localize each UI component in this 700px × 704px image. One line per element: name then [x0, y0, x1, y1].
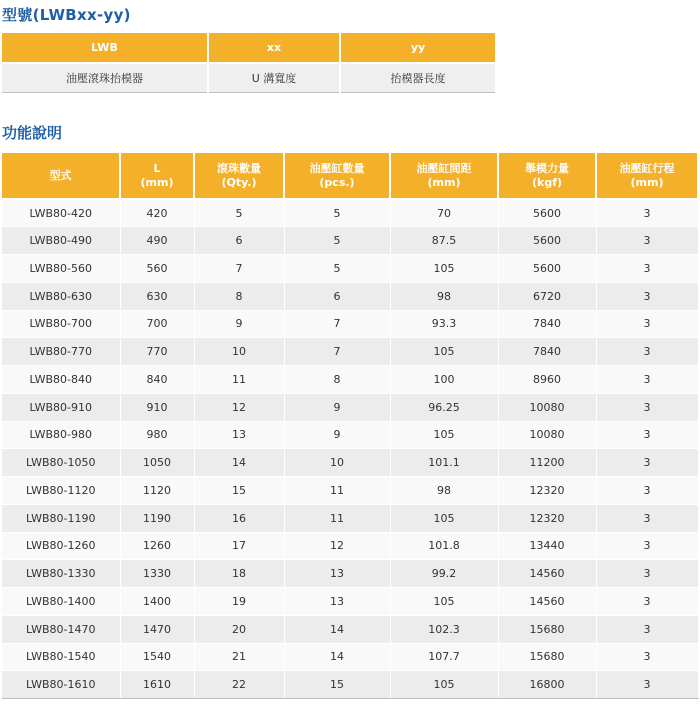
spec-cell-lift-force: 7840 [498, 310, 596, 338]
spec-cell-ball-qty: 11 [194, 366, 284, 394]
spec-cell-length: 1400 [120, 588, 194, 616]
spec-cell-length: 1330 [120, 560, 194, 588]
spec-cell-cylinder-stroke: 3 [596, 393, 698, 421]
spec-cell-ball-qty: 19 [194, 588, 284, 616]
spec-cell-lift-force: 12320 [498, 504, 596, 532]
table-row [2, 282, 698, 310]
spec-cell-type: LWB80-1050 [2, 449, 120, 477]
spec-header-label: 油壓缸數量 [309, 161, 365, 175]
spec-cell-ball-qty: 9 [194, 310, 284, 338]
spec-header-cylinder-qty [284, 153, 390, 199]
spec-cell-type: LWB80-1610 [2, 671, 120, 699]
spec-cell-type: LWB80-910 [2, 393, 120, 421]
spec-header-label: 舉模力量 [525, 161, 569, 175]
table-row [2, 338, 698, 366]
spec-cell-cylinder-pitch: 98 [390, 477, 498, 505]
spec-cell-cylinder-stroke: 3 [596, 282, 698, 310]
spec-cell-cylinder-pitch: 101.8 [390, 532, 498, 560]
spec-cell-type: LWB80-980 [2, 421, 120, 449]
spec-cell-ball-qty: 12 [194, 393, 284, 421]
table-row [2, 671, 698, 699]
spec-cell-lift-force: 8960 [498, 366, 596, 394]
spec-header-label: L [153, 161, 161, 175]
model-code-table [2, 33, 497, 93]
spec-cell-ball-qty: 15 [194, 477, 284, 505]
spec-cell-cylinder-pitch: 105 [390, 338, 498, 366]
spec-cell-type: LWB80-770 [2, 338, 120, 366]
spec-cell-cylinder-stroke: 3 [596, 504, 698, 532]
spec-header-length [120, 153, 194, 199]
spec-cell-cylinder-stroke: 3 [596, 643, 698, 671]
spec-cell-ball-qty: 16 [194, 504, 284, 532]
spec-section-title: 功能說明 [2, 124, 63, 142]
spec-cell-lift-force: 15680 [498, 643, 596, 671]
spec-cell-length: 1540 [120, 643, 194, 671]
spec-header-cylinder-pitch [390, 153, 498, 199]
spec-cell-length: 700 [120, 310, 194, 338]
spec-cell-ball-qty: 13 [194, 421, 284, 449]
spec-cell-cylinder-qty: 14 [284, 615, 390, 643]
spec-header-cylinder-stroke [596, 153, 698, 199]
spec-cell-length: 1050 [120, 449, 194, 477]
model-header-xx: xx [208, 33, 340, 63]
spec-cell-cylinder-pitch: 107.7 [390, 643, 498, 671]
spec-cell-type: LWB80-560 [2, 255, 120, 283]
spec-header-unit: (mm) [427, 175, 461, 189]
spec-cell-type: LWB80-1330 [2, 560, 120, 588]
spec-cell-cylinder-stroke: 3 [596, 477, 698, 505]
spec-cell-cylinder-pitch: 105 [390, 504, 498, 532]
spec-header-unit: (kgf) [531, 175, 563, 189]
spec-cell-cylinder-pitch: 105 [390, 588, 498, 616]
spec-cell-type: LWB80-1190 [2, 504, 120, 532]
table-row [2, 477, 698, 505]
spec-cell-ball-qty: 5 [194, 199, 284, 227]
spec-header-label: 油壓缸間距 [416, 161, 472, 175]
spec-cell-cylinder-pitch: 100 [390, 366, 498, 394]
spec-cell-cylinder-stroke: 3 [596, 338, 698, 366]
spec-cell-lift-force: 15680 [498, 615, 596, 643]
spec-cell-length: 1260 [120, 532, 194, 560]
spec-header-unit: (Qty.) [221, 175, 257, 189]
spec-cell-length: 840 [120, 366, 194, 394]
spec-cell-length: 490 [120, 227, 194, 255]
table-row [2, 199, 698, 227]
spec-header-unit: (pcs.) [319, 175, 355, 189]
spec-cell-length: 770 [120, 338, 194, 366]
spec-cell-cylinder-qty: 11 [284, 504, 390, 532]
spec-cell-lift-force: 5600 [498, 199, 596, 227]
spec-cell-cylinder-stroke: 3 [596, 255, 698, 283]
table-row [2, 393, 698, 421]
table-row [2, 449, 698, 477]
spec-cell-type: LWB80-1400 [2, 588, 120, 616]
spec-cell-length: 910 [120, 393, 194, 421]
spec-cell-lift-force: 11200 [498, 449, 596, 477]
spec-cell-cylinder-qty: 5 [284, 199, 390, 227]
spec-cell-cylinder-qty: 14 [284, 643, 390, 671]
spec-cell-cylinder-pitch: 105 [390, 421, 498, 449]
spec-cell-cylinder-qty: 12 [284, 532, 390, 560]
spec-cell-cylinder-qty: 6 [284, 282, 390, 310]
spec-cell-ball-qty: 22 [194, 671, 284, 699]
model-header-yy: yy [340, 33, 496, 63]
spec-cell-ball-qty: 21 [194, 643, 284, 671]
table-row [2, 532, 698, 560]
spec-cell-type: LWB80-1470 [2, 615, 120, 643]
spec-cell-cylinder-pitch: 70 [390, 199, 498, 227]
spec-header-unit: (mm) [630, 175, 664, 189]
spec-cell-cylinder-qty: 7 [284, 338, 390, 366]
table-row [2, 421, 698, 449]
model-desc-lwb: 油壓滾珠抬模器 [2, 63, 208, 92]
table-row [2, 588, 698, 616]
spec-cell-lift-force: 10080 [498, 393, 596, 421]
spec-cell-ball-qty: 10 [194, 338, 284, 366]
table-row [2, 227, 698, 255]
spec-cell-length: 1470 [120, 615, 194, 643]
model-desc-xx: U 溝寬度 [208, 63, 340, 92]
spec-cell-ball-qty: 17 [194, 532, 284, 560]
spec-cell-cylinder-qty: 9 [284, 393, 390, 421]
model-desc-yy: 抬模器長度 [340, 63, 496, 92]
spec-cell-cylinder-qty: 9 [284, 421, 390, 449]
spec-cell-cylinder-stroke: 3 [596, 310, 698, 338]
spec-cell-lift-force: 14560 [498, 560, 596, 588]
spec-header-ball-qty [194, 153, 284, 199]
spec-cell-lift-force: 10080 [498, 421, 596, 449]
spec-cell-cylinder-stroke: 3 [596, 532, 698, 560]
spec-cell-length: 980 [120, 421, 194, 449]
spec-cell-cylinder-stroke: 3 [596, 366, 698, 394]
spec-cell-lift-force: 16800 [498, 671, 596, 699]
spec-cell-cylinder-qty: 11 [284, 477, 390, 505]
spec-cell-length: 1190 [120, 504, 194, 532]
spec-cell-ball-qty: 8 [194, 282, 284, 310]
model-table-header-row [2, 33, 496, 63]
spec-cell-cylinder-qty: 5 [284, 255, 390, 283]
spec-cell-type: LWB80-1260 [2, 532, 120, 560]
spec-cell-cylinder-stroke: 3 [596, 588, 698, 616]
spec-cell-cylinder-stroke: 3 [596, 227, 698, 255]
spec-cell-ball-qty: 18 [194, 560, 284, 588]
spec-cell-cylinder-pitch: 98 [390, 282, 498, 310]
spec-cell-cylinder-pitch: 96.25 [390, 393, 498, 421]
spec-cell-ball-qty: 14 [194, 449, 284, 477]
spec-cell-ball-qty: 20 [194, 615, 284, 643]
spec-cell-cylinder-stroke: 3 [596, 615, 698, 643]
spec-cell-lift-force: 7840 [498, 338, 596, 366]
spec-cell-cylinder-pitch: 101.1 [390, 449, 498, 477]
spec-cell-type: LWB80-700 [2, 310, 120, 338]
spec-cell-cylinder-stroke: 3 [596, 560, 698, 588]
table-row [2, 643, 698, 671]
spec-cell-cylinder-pitch: 93.3 [390, 310, 498, 338]
spec-cell-ball-qty: 7 [194, 255, 284, 283]
spec-cell-type: LWB80-420 [2, 199, 120, 227]
spec-cell-cylinder-pitch: 105 [390, 255, 498, 283]
spec-cell-lift-force: 6720 [498, 282, 596, 310]
spec-cell-length: 1120 [120, 477, 194, 505]
model-table-description-row [2, 63, 496, 92]
spec-cell-cylinder-stroke: 3 [596, 671, 698, 699]
spec-cell-cylinder-qty: 15 [284, 671, 390, 699]
spec-cell-type: LWB80-630 [2, 282, 120, 310]
table-row [2, 255, 698, 283]
spec-header-lift-force [498, 153, 596, 199]
spec-table [2, 153, 699, 699]
spec-cell-cylinder-pitch: 99.2 [390, 560, 498, 588]
spec-cell-length: 630 [120, 282, 194, 310]
spec-cell-lift-force: 5600 [498, 255, 596, 283]
spec-header-label: 滾珠數量 [217, 161, 261, 175]
spec-cell-length: 560 [120, 255, 194, 283]
table-row [2, 366, 698, 394]
spec-cell-cylinder-pitch: 102.3 [390, 615, 498, 643]
spec-cell-cylinder-qty: 5 [284, 227, 390, 255]
spec-cell-cylinder-qty: 10 [284, 449, 390, 477]
table-row [2, 615, 698, 643]
spec-cell-length: 1610 [120, 671, 194, 699]
spec-header-label: 型式 [49, 168, 72, 182]
table-row [2, 560, 698, 588]
table-row [2, 310, 698, 338]
spec-cell-lift-force: 13440 [498, 532, 596, 560]
spec-cell-cylinder-pitch: 105 [390, 671, 498, 699]
spec-header-type [2, 153, 120, 199]
spec-cell-cylinder-qty: 13 [284, 588, 390, 616]
spec-cell-cylinder-stroke: 3 [596, 421, 698, 449]
spec-cell-type: LWB80-840 [2, 366, 120, 394]
spec-cell-cylinder-stroke: 3 [596, 449, 698, 477]
spec-cell-lift-force: 12320 [498, 477, 596, 505]
spec-table-header-row [2, 153, 698, 199]
spec-table-body [2, 199, 698, 699]
spec-cell-lift-force: 14560 [498, 588, 596, 616]
spec-cell-type: LWB80-1540 [2, 643, 120, 671]
spec-cell-cylinder-qty: 7 [284, 310, 390, 338]
spec-cell-cylinder-qty: 8 [284, 366, 390, 394]
spec-cell-lift-force: 5600 [498, 227, 596, 255]
spec-cell-length: 420 [120, 199, 194, 227]
spec-header-unit: (mm) [140, 175, 174, 189]
table-row [2, 504, 698, 532]
spec-cell-cylinder-pitch: 87.5 [390, 227, 498, 255]
spec-cell-type: LWB80-1120 [2, 477, 120, 505]
model-header-lwb: LWB [2, 33, 208, 63]
spec-header-label: 油壓缸行程 [619, 161, 675, 175]
spec-cell-ball-qty: 6 [194, 227, 284, 255]
spec-cell-type: LWB80-490 [2, 227, 120, 255]
spec-cell-cylinder-qty: 13 [284, 560, 390, 588]
model-section-title: 型號(LWBxx-yy) [2, 6, 131, 24]
spec-cell-cylinder-stroke: 3 [596, 199, 698, 227]
